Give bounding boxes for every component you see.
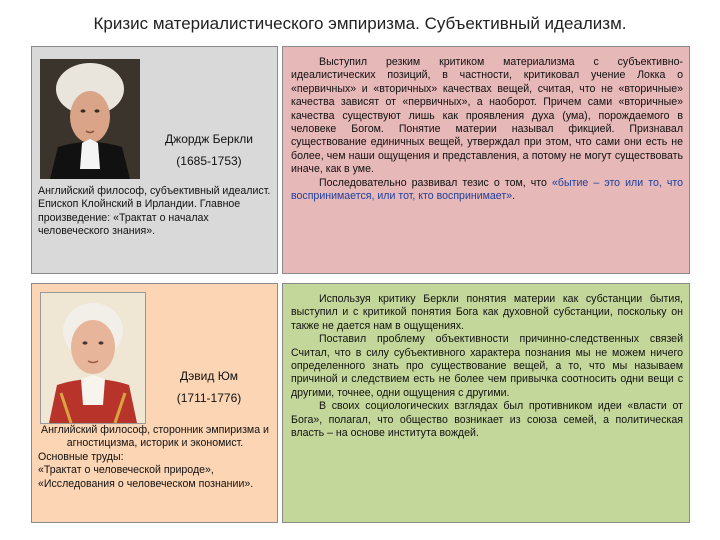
hume-works-list: «Трактат о человеческой природе», «Исследования о человеческом познании».	[38, 464, 254, 490]
hume-bio-panel	[31, 283, 278, 523]
hume-works-label: Основные труды:	[38, 450, 124, 463]
berkeley-ideas-panel	[282, 46, 690, 274]
page-title: Кризис материалистического эмпиризма. Субъективный идеализм.	[93, 14, 627, 33]
berkeley-ideas-text	[291, 56, 683, 203]
berkeley-paragraph-2	[291, 177, 683, 204]
hume-years: (1711-1776)	[176, 391, 242, 405]
hume-name: Дэвид Юм	[180, 369, 238, 383]
hume-paragraph-1: Используя критику Беркли понятия материи как субстанции бытия, выступил и с критикой понятия Бога как духовной субстанции, поскольку он также не дается нам в ощущениях.	[291, 293, 683, 332]
hume-paragraph-3: В своих социологических взглядах был противником идеи «власти от Бога», полагал, что общество возникает из союза семей, а политическая власть – на основе института вождей.	[291, 400, 683, 440]
hume-paragraph-2: Поставил проблему объективности причинно-следственных связей Считал, что в силу субъективного характера познания мы не можем ничего определенного знать про существование вещей, а то, что мы называем причиной и следствием есть не более чем привычка соотносить одни вещи с другими, точнее, одни ощущения с другими.	[291, 333, 683, 399]
berkeley-bio-panel	[31, 46, 278, 274]
hume-description-intro: Английский философ, сторонник эмпиризма и агностицизма, историк и экономист.	[41, 424, 269, 450]
hume-ideas-panel	[282, 283, 690, 523]
berkeley-paragraph-1: Выступил резким критиком материализма с субъективно-идеалистических позиций, в частности, критиковал учение Локка о «первичных» и «вторичных» качествах вещей, считая, что не «вторичные» качества зависят от «первичных», а наоборот. Причем сами «вторичные» качества существуют лишь как проявления духа (ума), порождаемого в человеке Богом. Понятие материи называл фикцией. Признавал существование единичных вещей, утверждал при этом, что сами они есть не более, чем наши ощущения и представления, а потому не могут существовать иначе, как в уме.	[291, 56, 683, 176]
berkeley-years: (1685-1753)	[176, 154, 242, 168]
berkeley-description: Английский философ, субъективный идеалист. Епископ Клойнский в Ирландии. Главное произведение: «Трактат о началах человеческого знания».	[38, 185, 271, 238]
hume-ideas-text	[291, 293, 683, 440]
berkeley-thesis-intro: Последовательно развивал тезис о том, что	[319, 176, 553, 189]
berkeley-thesis-end: .	[512, 190, 516, 203]
berkeley-thesis-quote: «бытие – это или то, что воспринимается, или тот, кто воспринимает»	[291, 176, 684, 203]
hume-portrait	[40, 292, 146, 424]
berkeley-name: Джордж Беркли	[165, 132, 253, 146]
hume-description	[38, 424, 272, 491]
berkeley-portrait	[40, 59, 140, 179]
